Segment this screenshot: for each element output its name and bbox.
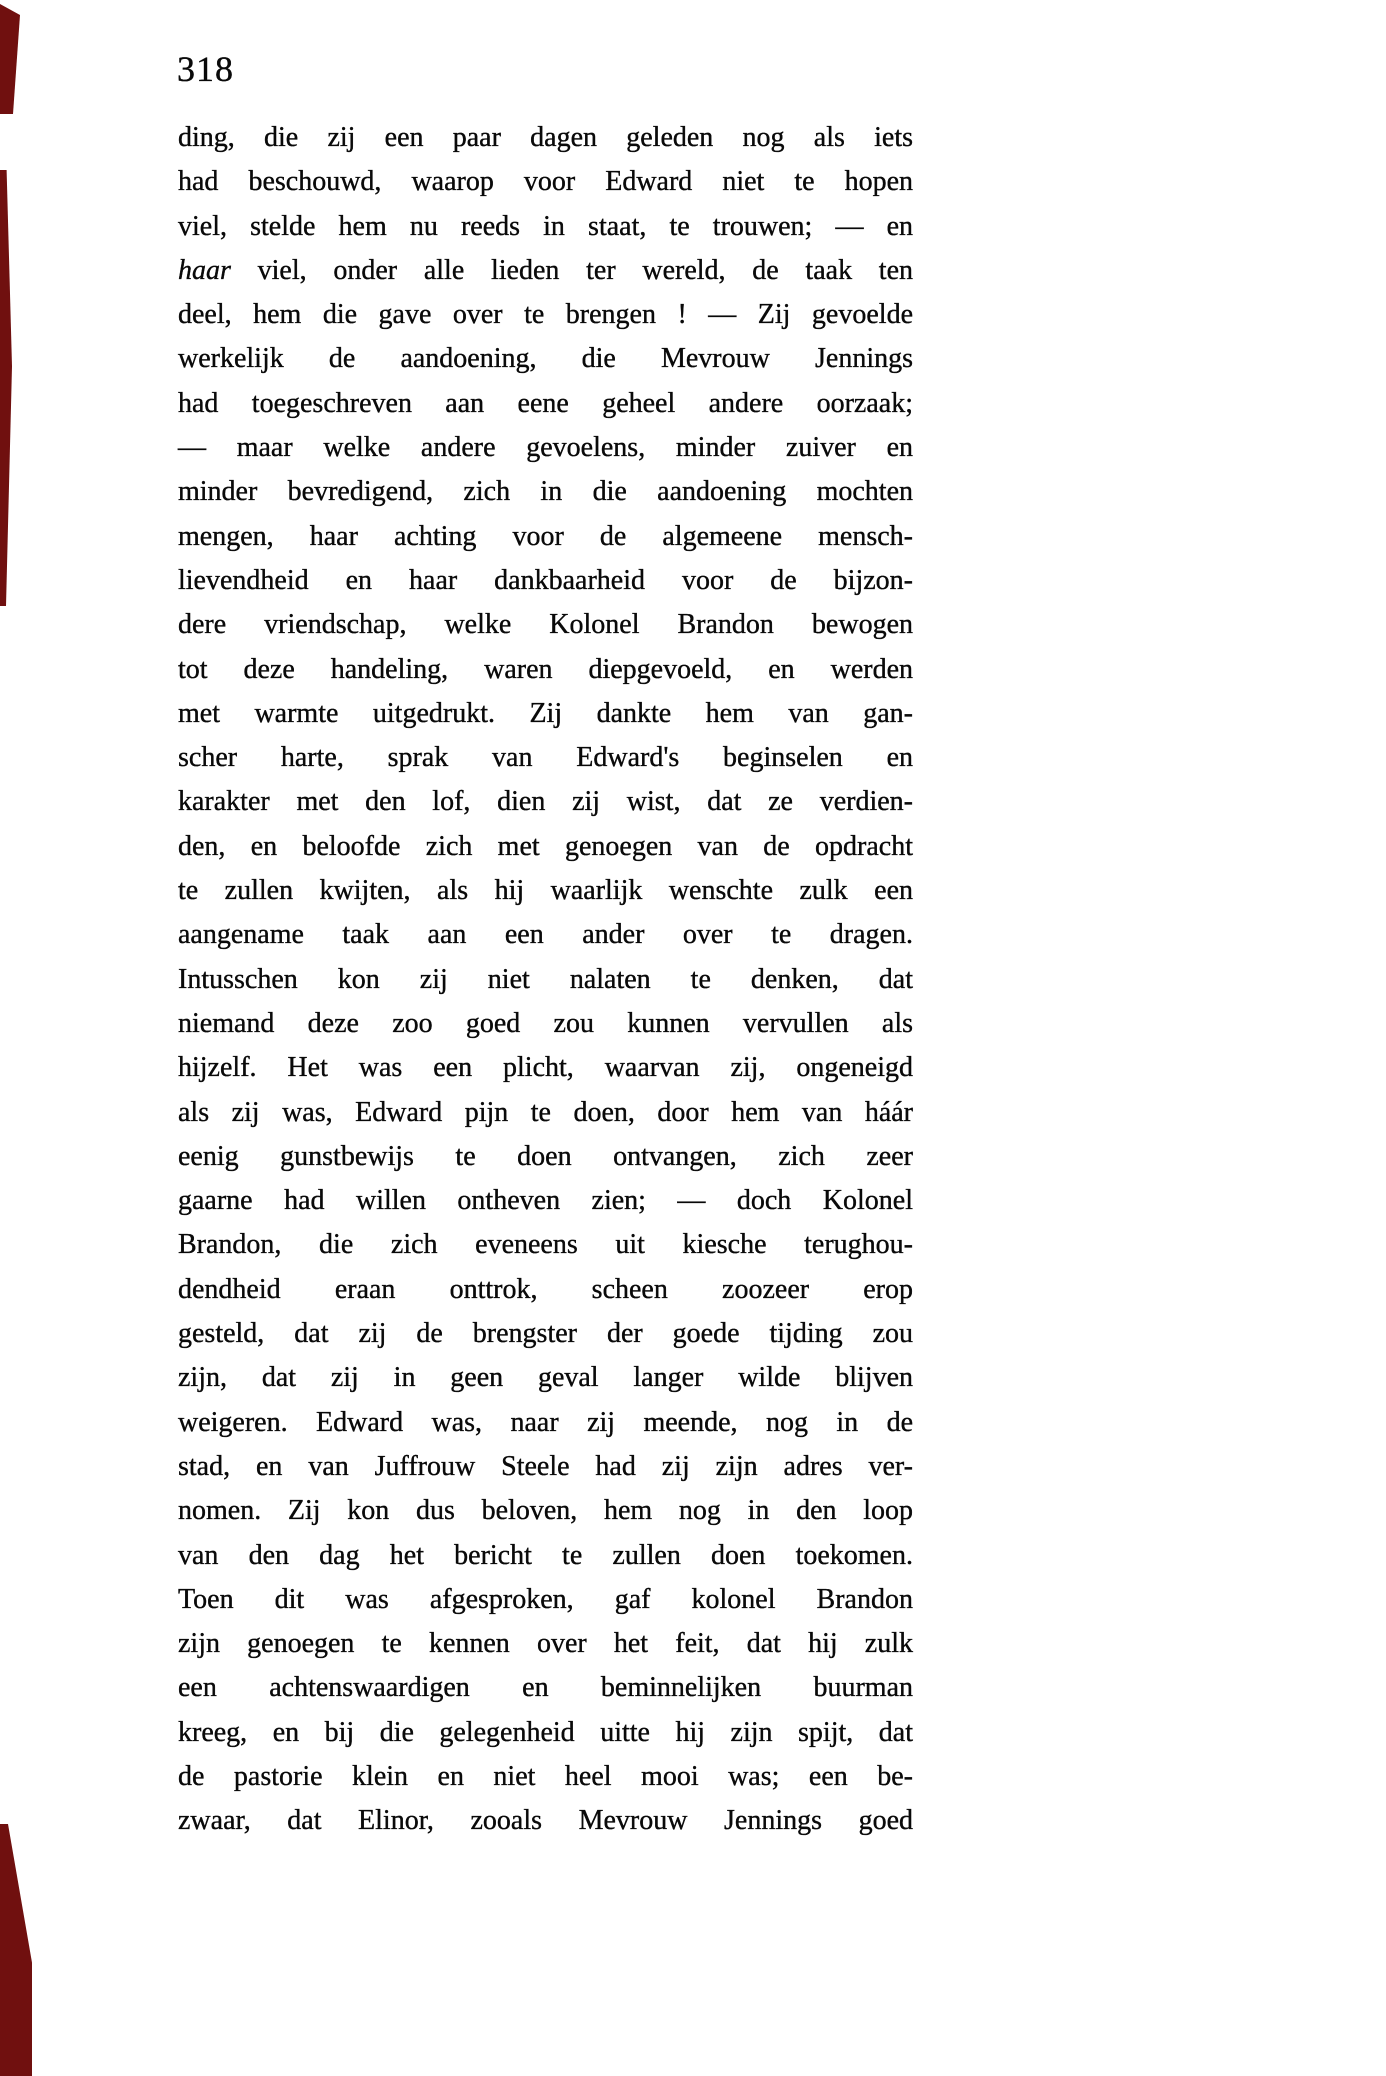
text-line <box>178 470 913 514</box>
text-line <box>178 1666 913 1710</box>
text-line <box>178 205 913 249</box>
text-line <box>178 160 913 204</box>
text-line <box>178 249 913 293</box>
scan-edge-artifact-top <box>0 4 20 114</box>
text-line <box>178 1002 913 1046</box>
scan-edge-artifact-middle <box>0 170 12 606</box>
text-segment: zijn genoegen te kennen over het feit, dat hij zulk <box>178 1628 913 1660</box>
text-segment: nomen. Zij kon dus beloven, hem nog in den loop <box>178 1495 913 1527</box>
text-segment: de pastorie klein en niet heel mooi was; een be- <box>178 1760 913 1792</box>
text-segment: Toen dit was afgesproken, gaf kolonel Brandon <box>178 1583 913 1615</box>
text-segment: Brandon, die zich eveneens uit kiesche terughou- <box>178 1229 913 1261</box>
text-line <box>178 1179 913 1223</box>
text-segment: lievendheid en haar dankbaarheid voor de bijzon- <box>178 564 913 596</box>
text-segment: mengen, haar achting voor de algemeene mensch- <box>178 520 913 552</box>
text-line <box>178 603 913 647</box>
page-number: 318 <box>177 49 234 89</box>
text-line <box>178 1312 913 1356</box>
text-segment: gaarne had willen ontheven zien; — doch Kolonel <box>178 1185 913 1217</box>
text-segment: viel, onder alle lieden ter wereld, de taak ten <box>230 254 913 286</box>
text-line <box>178 1268 913 1312</box>
text-segment: weigeren. Edward was, naar zij meende, nog in de <box>178 1406 913 1438</box>
text-line <box>178 1578 913 1622</box>
text-segment: minder bevredigend, zich in die aandoening mochten <box>178 476 913 508</box>
text-segment: deel, hem die gave over te brengen ! — Zij gevoelde <box>178 299 913 331</box>
text-segment: een achtenswaardigen en beminnelijken buurman <box>178 1672 913 1704</box>
text-segment: scher harte, sprak van Edward's beginselen en <box>178 742 913 774</box>
text-segment: Intusschen kon zij niet nalaten te denken, dat <box>178 963 913 995</box>
text-segment: van den dag het bericht te zullen doen toekomen. <box>178 1539 913 1571</box>
text-line <box>178 515 913 559</box>
scan-edge-artifact-bottom <box>0 1824 32 2076</box>
text-line <box>178 1356 913 1400</box>
text-block <box>178 116 913 1844</box>
text-segment: ding, die zij een paar dagen geleden nog als iets <box>178 122 913 153</box>
text-line <box>178 1799 913 1843</box>
text-line <box>178 559 913 603</box>
text-segment: aangename taak aan een ander over te dragen. <box>178 919 913 951</box>
text-line <box>178 1534 913 1578</box>
text-line <box>178 692 913 736</box>
text-line <box>178 1622 913 1666</box>
text-line <box>178 825 913 869</box>
text-line <box>178 1223 913 1267</box>
text-segment: karakter met den lof, dien zij wist, dat ze verdien- <box>178 786 913 818</box>
text-line <box>178 116 913 160</box>
text-segment: te zullen kwijten, als hij waarlijk wenschte zulk een <box>178 875 913 907</box>
text-segment: den, en beloofde zich met genoegen van de opdracht <box>178 830 913 862</box>
text-line <box>178 913 913 957</box>
text-segment: zijn, dat zij in geen geval langer wilde blijven <box>178 1362 913 1394</box>
text-segment: met warmte uitgedrukt. Zij dankte hem van gan- <box>178 697 913 729</box>
text-line <box>178 1046 913 1090</box>
text-segment: dendheid eraan onttrok, scheen zoozeer erop <box>178 1273 913 1305</box>
text-segment: zwaar, dat Elinor, zooals Mevrouw Jennings goed <box>178 1805 913 1837</box>
text-line <box>178 382 913 426</box>
text-line <box>178 1755 913 1799</box>
text-line <box>178 1135 913 1179</box>
text-segment: hijzelf. Het was een plicht, waarvan zij, ongeneigd <box>178 1052 913 1084</box>
text-line <box>178 1401 913 1445</box>
text-line <box>178 780 913 824</box>
text-segment: eenig gunstbewijs te doen ontvangen, zich zeer <box>178 1140 913 1172</box>
text-segment: had toegeschreven aan eene geheel andere oorzaak; <box>178 387 913 419</box>
text-segment: gesteld, dat zij de brengster der goede tijding zou <box>178 1318 913 1350</box>
text-line <box>178 1445 913 1489</box>
text-line <box>178 1091 913 1135</box>
text-segment: viel, stelde hem nu reeds in staat, te trouwen; — en <box>178 210 913 242</box>
text-segment: tot deze handeling, waren diepgevoeld, en werden <box>178 653 913 685</box>
text-segment: kreeg, en bij die gelegenheid uitte hij zijn spijt, dat <box>178 1716 913 1748</box>
text-line <box>178 337 913 381</box>
text-segment: werkelijk de aandoening, die Mevrouw Jennings <box>178 343 913 375</box>
text-segment: — maar welke andere gevoelens, minder zuiver en <box>178 432 913 464</box>
italic-word: haar <box>178 254 231 286</box>
text-segment: stad, en van Juffrouw Steele had zij zijn adres ver- <box>178 1450 913 1482</box>
text-line <box>178 426 913 470</box>
text-line <box>178 1489 913 1533</box>
text-line <box>178 736 913 780</box>
text-line <box>178 1711 913 1755</box>
text-segment: dere vriendschap, welke Kolonel Brandon bewogen <box>178 609 913 641</box>
text-segment: had beschouwd, waarop voor Edward niet te hopen <box>178 166 913 198</box>
text-line <box>178 648 913 692</box>
text-segment: als zij was, Edward pijn te doen, door hem van háár <box>178 1096 913 1128</box>
text-line <box>178 958 913 1002</box>
text-line <box>178 869 913 913</box>
text-segment: niemand deze zoo goed zou kunnen vervullen als <box>178 1007 913 1039</box>
text-line <box>178 293 913 337</box>
